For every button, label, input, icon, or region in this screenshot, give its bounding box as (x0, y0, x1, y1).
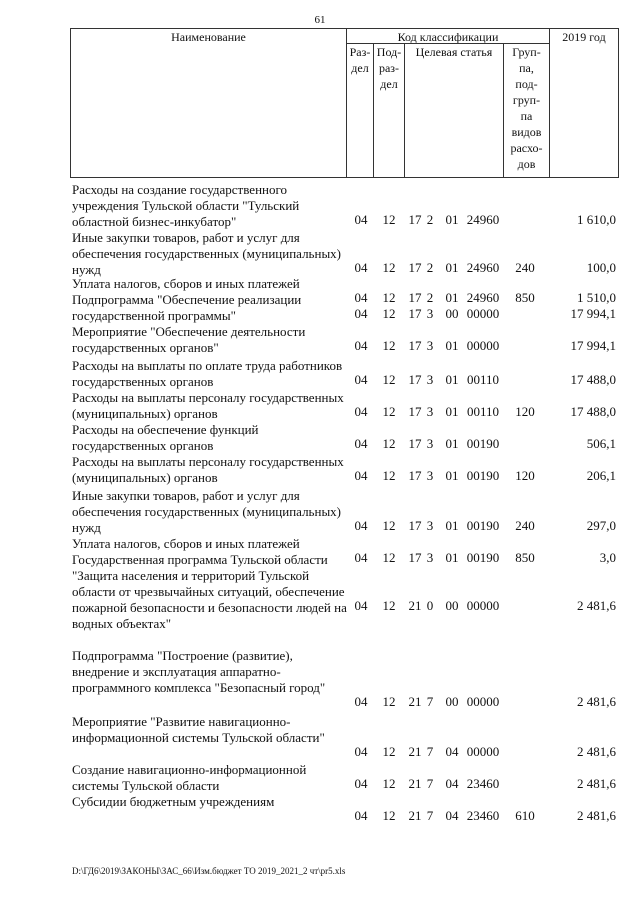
header-code-text: Код классификации (397, 30, 499, 44)
row-subprogram: 2 (426, 260, 434, 275)
row-name-line: Субсидии бюджетным учреждениям (72, 794, 275, 809)
row-amount: 3,0 (599, 550, 616, 565)
row-event: 04 (445, 808, 459, 823)
row-name-line: государственных органов (72, 374, 214, 389)
row-name-line: областной бизнес-инкубатор" (72, 214, 237, 229)
row-subprogram: 0 (426, 598, 434, 613)
row-name-line: Подпрограмма "Обеспечение реализации (72, 292, 302, 307)
row-name-line: нужд (72, 262, 101, 277)
row-amount: 17 488,0 (570, 372, 616, 387)
row-subprogram: 7 (426, 744, 434, 759)
row-event: 01 (445, 260, 459, 275)
row-podrazdel: 12 (382, 260, 396, 275)
header-vid-line: Груп- (512, 45, 541, 59)
row-razdel: 04 (354, 744, 368, 759)
header-vid-line: па, (519, 61, 534, 75)
file-path-footer: D:\ГД6\2019\ЗАКОНЫ\ЗАС_66\Изм.бюджет ТО 2019_2021_2 чт\pr5.xls (72, 866, 346, 876)
row-event: 00 (445, 306, 459, 321)
row-name-line: водных объектах" (72, 616, 172, 631)
page-number: 61 (314, 14, 326, 26)
row-program: 17 (408, 260, 422, 275)
row-event: 01 (445, 212, 459, 227)
header-razdel-line: дел (351, 61, 369, 75)
row-name (72, 422, 347, 454)
row-expense-group: 610 (515, 808, 535, 823)
row-razdel: 04 (354, 306, 368, 321)
header-vid-line: под- (515, 77, 538, 91)
row-subprogram: 3 (426, 306, 434, 321)
row-name-line: программного комплекса "Безопасный город" (72, 680, 326, 695)
row-subprogram: 7 (426, 694, 434, 709)
row-amount: 17 994,1 (570, 338, 616, 353)
row-program: 17 (408, 404, 422, 419)
row-event: 01 (445, 290, 459, 305)
row-amount: 297,0 (586, 518, 616, 533)
row-subprogram: 3 (426, 372, 434, 387)
row-name-line: Расходы на выплаты персоналу государственных (72, 454, 344, 469)
row-program: 17 (408, 306, 422, 321)
row-podrazdel: 12 (382, 808, 396, 823)
row-name (72, 390, 347, 422)
row-name-line: обеспечения государственных (муниципальных) (72, 504, 342, 519)
row-amount: 2 481,6 (577, 808, 616, 823)
row-amount: 2 481,6 (577, 598, 616, 613)
row-podrazdel: 12 (382, 776, 396, 791)
row-name-line: пожарной безопасности и безопасности людей на (72, 600, 347, 615)
row-name (72, 794, 347, 810)
row-name-line: Иные закупки товаров, работ и услуг для (72, 230, 300, 245)
row-name-line: (муниципальных) органов (72, 406, 218, 421)
row-name-line: системы Тульской области (72, 778, 220, 793)
header-vid-line: дов (517, 157, 536, 171)
row-amount: 2 481,6 (577, 776, 616, 791)
header-vid-line: па (520, 109, 533, 123)
row-program: 17 (408, 518, 422, 533)
row-direction: 00190 (466, 436, 500, 451)
row-event: 00 (445, 694, 459, 709)
row-event: 04 (445, 776, 459, 791)
row-program: 21 (408, 744, 422, 759)
row-direction: 00190 (466, 518, 500, 533)
row-amount: 1 510,0 (577, 290, 616, 305)
row-program: 21 (408, 808, 422, 823)
row-name-line: государственной программы" (72, 308, 236, 323)
row-name-line: внедрение и эксплуатация аппаратно- (72, 664, 281, 679)
row-expense-group: 120 (515, 404, 535, 419)
row-razdel: 04 (354, 550, 368, 565)
header-podrazdel-line: дел (380, 77, 398, 91)
row-podrazdel: 12 (382, 372, 396, 387)
row-event: 01 (445, 372, 459, 387)
row-amount: 2 481,6 (577, 744, 616, 759)
row-expense-group: 850 (515, 550, 535, 565)
row-razdel: 04 (354, 468, 368, 483)
row-event: 01 (445, 338, 459, 353)
row-event: 01 (445, 518, 459, 533)
row-direction: 24960 (466, 212, 500, 227)
row-podrazdel: 12 (382, 212, 396, 227)
row-name-line: нужд (72, 520, 101, 535)
row-name (72, 182, 347, 230)
row-name-line: государственных органов (72, 438, 214, 453)
row-name-line: Уплата налогов, сборов и иных платежей (72, 536, 300, 551)
row-name-line: Расходы на обеспечение функций (72, 422, 259, 437)
row-subprogram: 2 (426, 290, 434, 305)
row-subprogram: 3 (426, 468, 434, 483)
row-direction: 00190 (466, 468, 500, 483)
row-razdel: 04 (354, 436, 368, 451)
row-name-line: Иные закупки товаров, работ и услуг для (72, 488, 300, 503)
row-program: 17 (408, 338, 422, 353)
row-name-line: Уплата налогов, сборов и иных платежей (72, 276, 300, 291)
row-podrazdel: 12 (382, 290, 396, 305)
row-razdel: 04 (354, 776, 368, 791)
row-name-line: Расходы на выплаты персоналу государственных (72, 390, 344, 405)
header-name-text: Наименование (171, 30, 246, 44)
header-vid-line: видов (511, 125, 542, 139)
row-expense-group: 240 (515, 518, 535, 533)
row-program: 21 (408, 598, 422, 613)
row-event: 01 (445, 436, 459, 451)
row-direction: 00000 (466, 694, 500, 709)
row-name-line: Государственная программа Тульской области (72, 552, 328, 567)
row-direction: 00110 (466, 404, 500, 419)
row-direction: 24960 (466, 290, 500, 305)
header-vid-line: расхо- (510, 141, 543, 155)
row-subprogram: 7 (426, 776, 434, 791)
row-event: 04 (445, 744, 459, 759)
row-name-line: (муниципальных) органов (72, 470, 218, 485)
row-razdel: 04 (354, 290, 368, 305)
row-amount: 17 488,0 (570, 404, 616, 419)
row-direction: 00110 (466, 372, 500, 387)
row-razdel: 04 (354, 808, 368, 823)
row-name-line: Мероприятие "Обеспечение деятельности (72, 324, 306, 339)
header-podrazdel-line: Под- (376, 45, 402, 59)
row-name-line: "Защита населения и территорий Тульской (72, 568, 310, 583)
row-amount: 17 994,1 (570, 306, 616, 321)
row-podrazdel: 12 (382, 550, 396, 565)
row-name (72, 358, 347, 390)
row-name-line: информационной системы Тульской области" (72, 730, 325, 745)
row-razdel: 04 (354, 338, 368, 353)
row-subprogram: 7 (426, 808, 434, 823)
row-razdel: 04 (354, 372, 368, 387)
row-amount: 506,1 (586, 436, 616, 451)
row-amount: 2 481,6 (577, 694, 616, 709)
row-direction: 00190 (466, 550, 500, 565)
row-program: 17 (408, 468, 422, 483)
row-name-line: Подпрограмма "Построение (развитие), (72, 648, 293, 663)
row-razdel: 04 (354, 598, 368, 613)
row-direction: 00000 (466, 744, 500, 759)
row-expense-group: 850 (515, 290, 535, 305)
row-program: 17 (408, 212, 422, 227)
row-program: 17 (408, 436, 422, 451)
row-program: 17 (408, 372, 422, 387)
header-razdel-line: Раз- (349, 45, 371, 59)
row-expense-group: 240 (515, 260, 535, 275)
row-podrazdel: 12 (382, 338, 396, 353)
header-podrazdel-line: раз- (378, 61, 400, 75)
row-direction: 00000 (466, 598, 500, 613)
row-program: 21 (408, 776, 422, 791)
row-razdel: 04 (354, 260, 368, 275)
row-name (72, 714, 347, 746)
row-name (72, 276, 347, 292)
row-podrazdel: 12 (382, 744, 396, 759)
row-amount: 1 610,0 (577, 212, 616, 227)
row-direction: 23460 (466, 808, 500, 823)
row-direction: 00000 (466, 306, 500, 321)
row-razdel: 04 (354, 694, 368, 709)
row-amount: 206,1 (586, 468, 616, 483)
row-name (72, 292, 347, 324)
row-event: 01 (445, 550, 459, 565)
row-expense-group: 120 (515, 468, 535, 483)
row-name (72, 648, 347, 696)
row-direction: 00000 (466, 338, 500, 353)
row-name-line: учреждения Тульской области "Тульский (72, 198, 300, 213)
row-subprogram: 3 (426, 404, 434, 419)
header-target-text: Целевая статья (415, 45, 493, 59)
row-name-line: государственных органов" (72, 340, 219, 355)
row-razdel: 04 (354, 404, 368, 419)
row-event: 00 (445, 598, 459, 613)
row-podrazdel: 12 (382, 306, 396, 321)
row-name (72, 552, 347, 632)
row-program: 17 (408, 290, 422, 305)
row-podrazdel: 12 (382, 518, 396, 533)
row-amount: 100,0 (586, 260, 616, 275)
header-year-text: 2019 год (562, 30, 606, 44)
row-name-line: Мероприятие "Развитие навигационно- (72, 714, 291, 729)
row-name-line: Создание навигационно-информационной (72, 762, 307, 777)
row-subprogram: 3 (426, 550, 434, 565)
header-vid-line: груп- (512, 93, 541, 107)
row-name-line: Расходы на создание государственного (72, 182, 287, 197)
row-razdel: 04 (354, 518, 368, 533)
row-subprogram: 3 (426, 338, 434, 353)
row-name (72, 230, 347, 278)
row-program: 21 (408, 694, 422, 709)
row-event: 01 (445, 404, 459, 419)
row-name (72, 454, 347, 486)
row-direction: 24960 (466, 260, 500, 275)
row-subprogram: 2 (426, 212, 434, 227)
row-name-line: обеспечения государственных (муниципальных) (72, 246, 342, 261)
row-name (72, 762, 347, 794)
row-podrazdel: 12 (382, 404, 396, 419)
row-direction: 23460 (466, 776, 500, 791)
row-name (72, 324, 347, 356)
row-subprogram: 3 (426, 518, 434, 533)
row-subprogram: 3 (426, 436, 434, 451)
row-podrazdel: 12 (382, 436, 396, 451)
row-podrazdel: 12 (382, 694, 396, 709)
row-name-line: Расходы на выплаты по оплате труда работников (72, 358, 343, 373)
row-podrazdel: 12 (382, 468, 396, 483)
row-razdel: 04 (354, 212, 368, 227)
row-event: 01 (445, 468, 459, 483)
row-name (72, 536, 347, 552)
row-podrazdel: 12 (382, 598, 396, 613)
row-name-line: области от чрезвычайных ситуаций, обеспечение (72, 584, 345, 599)
row-name (72, 488, 347, 536)
row-program: 17 (408, 550, 422, 565)
